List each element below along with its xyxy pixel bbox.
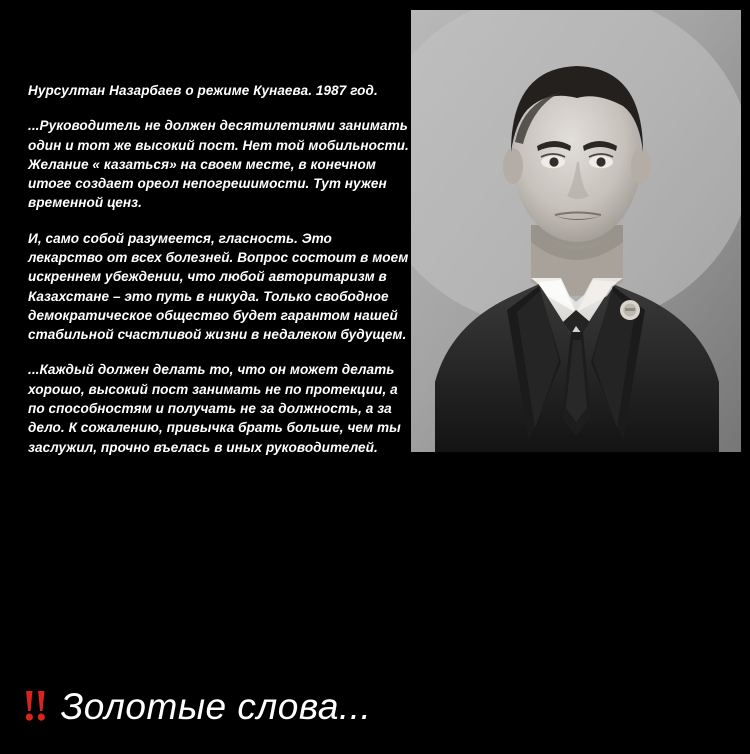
portrait-photo	[411, 10, 741, 452]
quote-paragraph-2: И, само собой разумеется, гласность. Это лекарство от всех болезней. Вопрос состоит в моем искреннем убеждении, что любой авторитаризм в Казахстане – это путь в никуда. Только свободное демократическое общество будет гарантом нашей стабильной счастливой жизни в недалеком будущем.	[28, 230, 409, 343]
quote-text-block	[28, 82, 410, 457]
quote-paragraph-1: ...Руководитель не должен десятилетиями занимать один и тот же высокий пост. Нет той мобильности. Желание « казаться» на своем месте, в конечном итоге создает ореол непогрешимости. Тут нужен временной ценз.	[28, 118, 409, 211]
quote-paragraph-3: ...Каждый должен делать то, что он может делать хорошо, высокий пост занимать не по протекции, а по способностям и получать не за должность, а за дело. К сожалению, привычка брать больше, чем ты заслужил, прочно въелась в иных руководителей.	[28, 362, 401, 455]
caption-row	[22, 681, 372, 731]
caption-text: Золотые слова...	[60, 685, 372, 727]
lapel-badge-icon	[620, 300, 640, 320]
portrait-illustration	[411, 10, 741, 452]
quote-heading: Нурсултан Назарбаев о режиме Кунаева. 1987 год.	[28, 83, 378, 98]
double-exclamation-icon: ‼	[22, 681, 47, 731]
